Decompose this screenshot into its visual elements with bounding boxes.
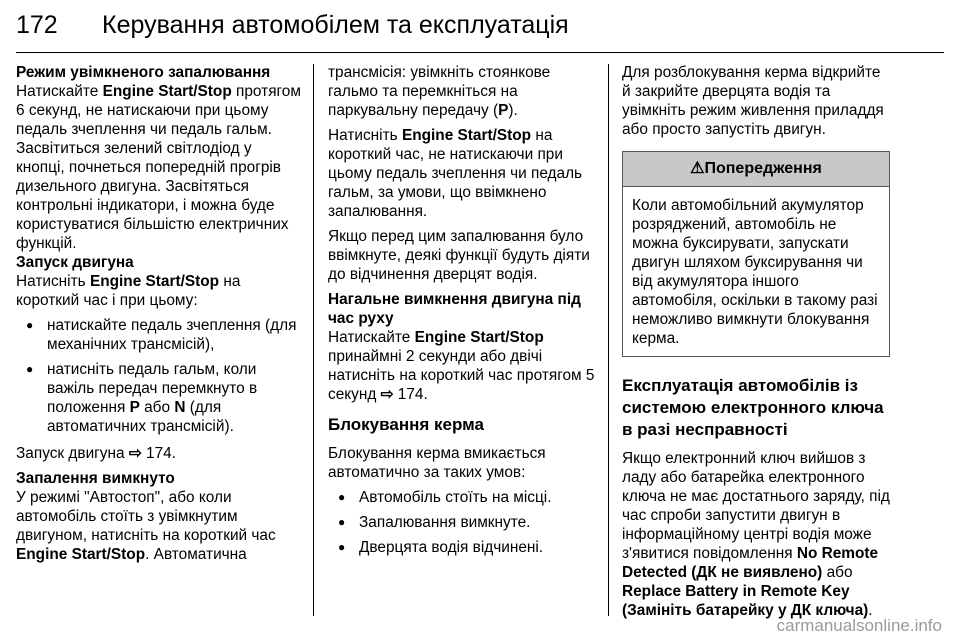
page-header [16,6,569,44]
paragraph: трансмісія: увімкніть стоянкове гальмо та перемкніться на паркувальну передачу (P). [328,64,551,119]
paragraph-ignition-mode: Режим увімкненого запалювання Натискайте Engine Start/Stop протягом 6 секунд, не натискаючи при цьому педаль зчеплення чи педаль гальм. Засвітиться зелений світлодіод у кнопці, почнеться попередній прогрів дизельного двигуна. Засвітяться контрольні індикатори, і можна буде користуватися більшістю електричних функцій. [16,63,304,253]
paragraph: Якщо електронний ключ вийшов з ладу або батарейка електронного ключа не має достатнього заряду, під час спроби запустити двигун в інформаційному центрі водія може з'явитися повідомлення No Remote Detected (ДК не виявлено) або Replace Battery in Remote Key (Замініть батарейку у ДК ключа). [622,450,890,619]
page-number: 172 [16,11,58,39]
list-item: ● Дверцята водія відчинені. [328,538,598,557]
list-item: ● натискайте педаль зчеплення (для механічних трансмісій), [16,316,304,354]
paragraph: Блокування керма вмикається автоматично за таких умов: [328,445,546,481]
paragraph-emergency-stop: Нагальне вимкнення двигуна під час руху Натискайте Engine Start/Stop принаймні 2 секунди або двічі натисніть на короткий час протягом 5 секунд ⇨ 174. [328,290,598,404]
bullet-list [16,316,304,436]
list-item: ● натисніть педаль гальм, коли важіль передач перемкнуто в положення P або N (для автоматичних трансмісій). [16,360,304,436]
column-divider [608,64,609,616]
paragraph: Якщо перед цим запалювання було ввімкнуте, деякі функції будуть діяти до відчинення дверцят водія. [328,228,590,283]
subheading: Режим увімкненого запалювання [16,64,271,81]
page-title: Керування автомобілем та експлуатація [102,11,569,39]
arrow-right-icon: ⇨ [128,445,142,462]
section-title: Блокування керма [328,415,484,434]
subheading: Нагальне вимкнення двигуна під час руху [328,291,581,327]
cross-reference[interactable]: Запуск двигуна ⇨ 174. [16,445,176,462]
paragraph: Натисніть Engine Start/Stop на короткий час, не натискаючи при цьому педаль зчеплення чи педаль гальм, за умови, що ввімкнено запалювання. [328,127,583,220]
paragraph: Для розблокування керма відкрийте й закрийте дверцята водія та увімкніть режим живлення приладдя або просто запустіть двигун. [622,64,884,138]
list-item: ● Запалювання вимкнуте. [328,513,598,532]
header-rule [16,52,944,53]
warning-text: Коли автомобільний акумулятор розряджений, автомобіль не можна буксирувати, запускати двигун шляхом буксирування чи від акумулятора іншого автомобіля, оскільки в такому разі неможливо вимкнути блокування керма. [632,197,878,347]
bullet-list [328,488,598,557]
subheading: Запалення вимкнуто [16,470,175,487]
paragraph-engine-start: Запуск двигуна Натисніть Engine Start/Stop на короткий час і при цьому: [16,253,304,310]
column-right [622,63,890,626]
warning-box [622,151,890,357]
paragraph-ignition-off: Запалення вимкнуто У режимі "Автостоп", або коли автомобіль стоїть з увімкнутим двигуном, натисніть на короткий час Engine Start/Stop. Автоматична [16,469,304,564]
arrow-right-icon: ⇨ [380,386,394,403]
warning-icon: ⚠ [690,160,705,177]
subheading: Запуск двигуна [16,254,134,271]
column-middle [328,63,598,565]
column-left [16,63,304,564]
list-item: ● Автомобіль стоїть на місці. [328,488,598,507]
section-title: Експлуатація автомобілів із системою електронного ключа в разі несправності [622,376,884,439]
warning-title: Попередження [704,160,822,177]
column-divider [313,64,314,616]
watermark: carmanualsonline.info [776,616,942,635]
warning-header [623,152,889,187]
